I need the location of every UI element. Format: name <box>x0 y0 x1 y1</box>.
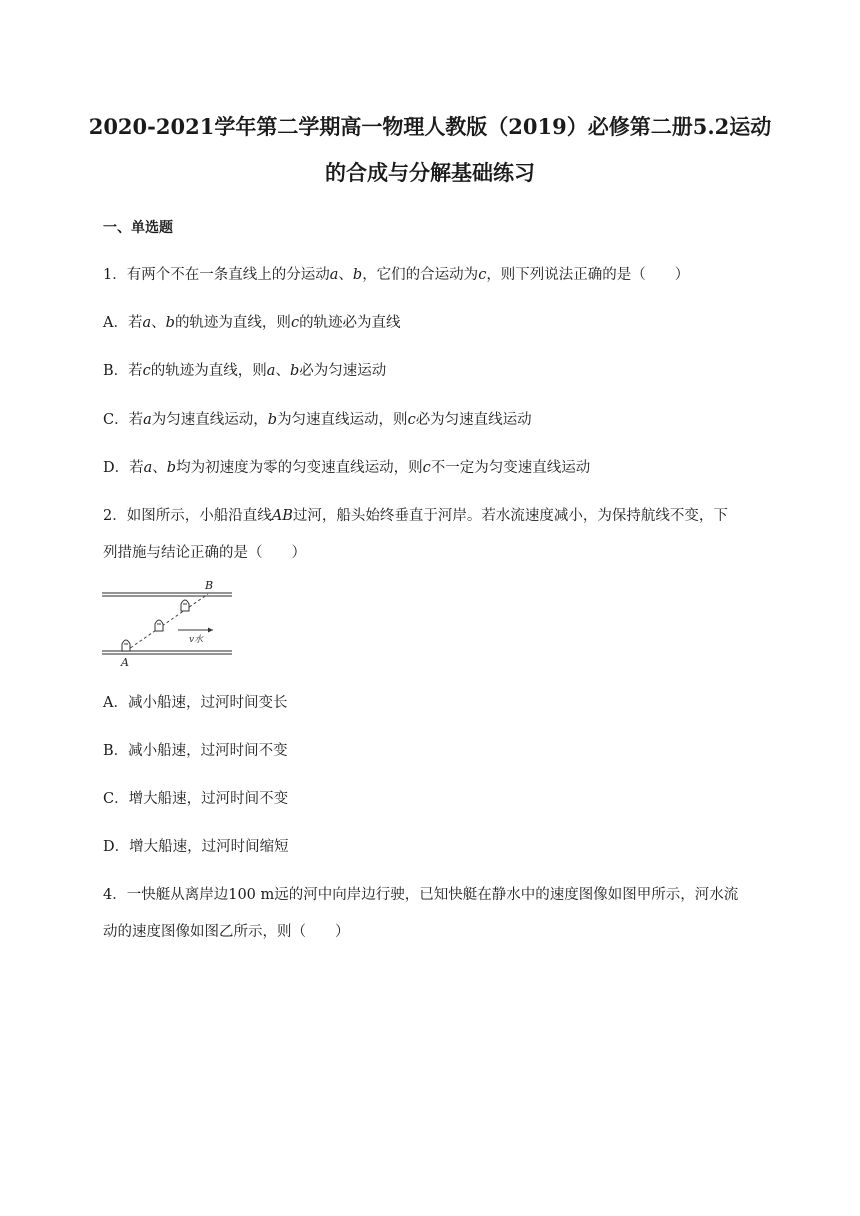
question-1-option-b: B．若c的轨迹为直线，则a、b必为匀速运动 <box>103 363 387 379</box>
question-2-stem-line-1: 2．如图所示，小船沿直线AB过河，船头始终垂直于河岸。若水流速度减小，为保持航线不变，下 <box>103 508 728 524</box>
water-velocity-label: v水 <box>188 635 204 645</box>
question-2-option-a: A．减小船速，过河时间变长 <box>103 695 288 711</box>
question-2-option-c: C．增大船速，过河时间不变 <box>103 791 289 807</box>
question-2-option-d: D．增大船速，过河时间缩短 <box>103 839 289 855</box>
question-4-stem-line-2: 动的速度图像如图乙所示，则（ ） <box>103 924 350 940</box>
point-b-label: B <box>205 579 214 592</box>
question-4-stem-line-1: 4．一快艇从离岸边100 m远的河中向岸边行驶，已知快艇在静水中的速度图像如图甲所示，河水流 <box>103 887 739 903</box>
boat-icon <box>122 640 130 651</box>
question-1-option-d: D．若a、b均为初速度为零的匀变速直线运动，则c不一定为匀变速直线运动 <box>103 460 591 476</box>
title-line-2: 的合成与分解基础练习 <box>325 160 535 185</box>
section-heading: 一、单选题 <box>103 220 173 236</box>
question-1-option-a: A．若a、b的轨迹为直线，则c的轨迹必为直线 <box>103 315 401 331</box>
point-a-label: A <box>121 656 129 669</box>
question-1-option-c: C．若a为匀速直线运动，b为匀速直线运动，则c必为匀速直线运动 <box>103 412 532 428</box>
river-crossing-figure <box>100 578 234 670</box>
question-1-stem: 1．有两个不在一条直线上的分运动a、b，它们的合运动为c，则下列说法正确的是（ ） <box>103 267 690 283</box>
question-2-stem-line-2: 列措施与结论正确的是（ ） <box>103 545 306 561</box>
question-2-option-b: B．减小船速，过河时间不变 <box>103 743 288 759</box>
boat-icon <box>155 620 163 631</box>
boat-icon <box>181 600 189 611</box>
title-line-1: 2020-2021学年第二学期高一物理人教版（2019）必修第二册5.2运动 <box>88 114 772 139</box>
arrow-head-icon <box>208 628 213 633</box>
